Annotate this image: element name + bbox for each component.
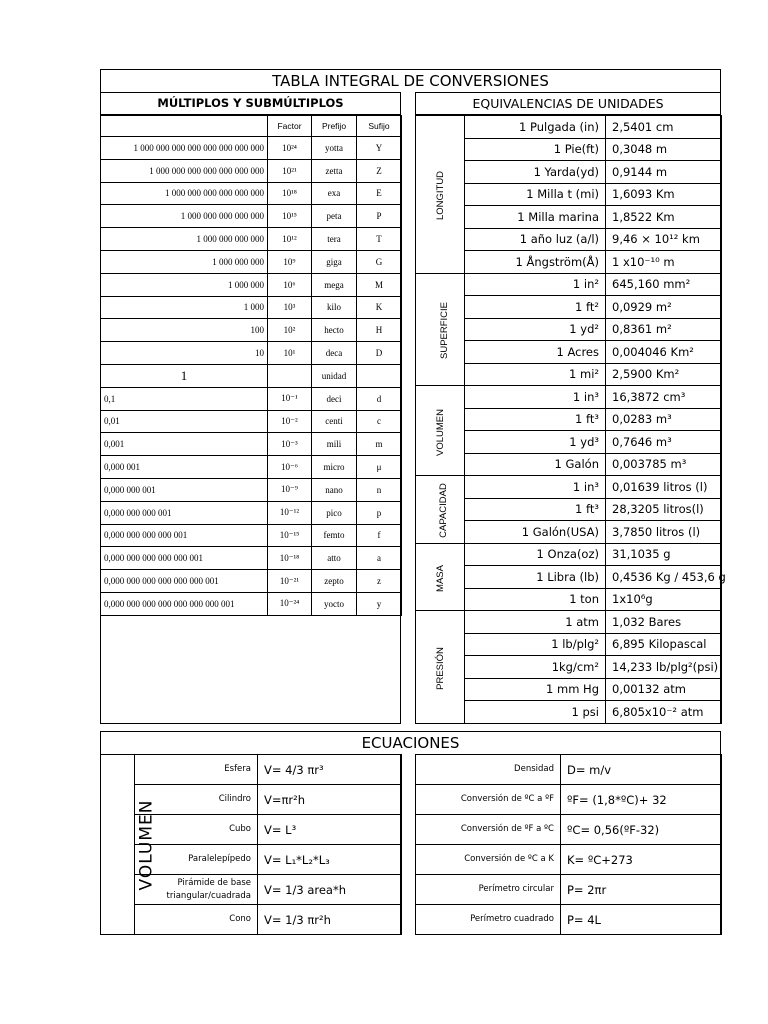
equation-name: Perímetro cuadrado xyxy=(416,905,561,935)
multiple-prefix: hecto xyxy=(312,319,357,342)
multiples-row xyxy=(101,433,402,456)
equivalence-value: 3,7850 litros (l) xyxy=(606,521,722,544)
multiple-prefix: yotta xyxy=(312,137,357,160)
multiple-prefix: mega xyxy=(312,273,357,296)
multiple-factor: 10⁻²⁴ xyxy=(268,592,312,615)
multiple-prefix: atto xyxy=(312,547,357,570)
multiple-value: 1 000 xyxy=(101,296,268,319)
multiple-value: 0,000 000 000 001 xyxy=(101,501,268,524)
multiple-value: 100 xyxy=(101,319,268,342)
equivalence-value: 0,4536 Kg / 453,6 g xyxy=(606,566,722,589)
equivalence-value: 31,1035 g xyxy=(606,543,722,566)
category-label: VOLUMEN xyxy=(434,408,446,456)
multiple-value: 1 xyxy=(101,364,268,387)
equivalence-value: 645,160 mm² xyxy=(606,273,722,296)
multiple-suffix: Z xyxy=(357,159,402,182)
category-label: PRESIÓN xyxy=(434,646,446,690)
equivalence-row xyxy=(416,611,722,634)
volume-equations-panel xyxy=(100,754,401,935)
multiple-suffix: P xyxy=(357,205,402,228)
equivalence-row xyxy=(416,476,722,499)
multiples-row xyxy=(101,228,402,251)
multiple-factor: 10²¹ xyxy=(268,159,312,182)
multiple-factor: 10²⁴ xyxy=(268,137,312,160)
multiples-table xyxy=(100,115,402,616)
equivalence-unit: 1 lb/plg² xyxy=(465,633,606,656)
multiple-prefix: femto xyxy=(312,524,357,547)
category-label: CAPACIDAD xyxy=(437,483,449,539)
equivalence-unit: 1 Ångström(Å) xyxy=(465,251,606,274)
equivalence-value: 1x10⁶g xyxy=(606,588,722,611)
multiple-value: 1 000 000 000 xyxy=(101,250,268,273)
equivalence-unit: 1 yd² xyxy=(465,318,606,341)
equation-name: Cilindro xyxy=(135,785,258,815)
equivalences-table xyxy=(415,115,726,724)
multiple-prefix: deci xyxy=(312,387,357,410)
equation-name: Perímetro circular xyxy=(416,875,561,905)
multiple-prefix: unidad xyxy=(312,364,357,387)
other-equation-row xyxy=(416,875,722,905)
equation-name: Pirámide de base triangular/cuadrada xyxy=(135,875,258,905)
multiple-value: 0,01 xyxy=(101,410,268,433)
multiples-row xyxy=(101,342,402,365)
multiple-factor: 10⁻¹⁸ xyxy=(268,547,312,570)
equation-name: Esfera xyxy=(135,755,258,785)
equation-name: Cubo xyxy=(135,815,258,845)
multiple-suffix: d xyxy=(357,387,402,410)
multiple-factor: 10⁻⁶ xyxy=(268,456,312,479)
multiple-suffix: M xyxy=(357,273,402,296)
equivalence-unit: 1 ft³ xyxy=(465,408,606,431)
equivalence-value: 0,7646 m³ xyxy=(606,431,722,454)
multiples-row xyxy=(101,319,402,342)
multiple-suffix: a xyxy=(357,547,402,570)
multiples-panel xyxy=(100,92,401,724)
equivalence-value: 0,01639 litros (l) xyxy=(606,476,722,499)
equivalence-unit: 1 año luz (a/l) xyxy=(465,228,606,251)
equation-formula: V=πr²h xyxy=(258,785,402,815)
equivalence-unit: 1 Acres xyxy=(465,341,606,364)
equation-formula: K= ºC+273 xyxy=(561,845,722,875)
multiple-value: 1 000 000 xyxy=(101,273,268,296)
multiples-row xyxy=(101,478,402,501)
multiples-row xyxy=(101,273,402,296)
multiple-suffix: f xyxy=(357,524,402,547)
multiple-suffix: T xyxy=(357,228,402,251)
equation-name: Cono xyxy=(135,905,258,935)
volume-equation-row xyxy=(101,905,402,935)
multiple-factor: 10¹⁸ xyxy=(268,182,312,205)
multiples-row xyxy=(101,547,402,570)
equivalence-value: 0,003785 m³ xyxy=(606,453,722,476)
equivalence-unit: 1 Onza(oz) xyxy=(465,543,606,566)
equivalence-row xyxy=(416,116,722,139)
category-cell xyxy=(416,476,465,544)
multiple-factor: 10⁶ xyxy=(268,273,312,296)
equation-formula: V= L₁*L₂*L₃ xyxy=(258,845,402,875)
equation-formula: P= 4L xyxy=(561,905,722,935)
equivalence-unit: 1 in² xyxy=(465,273,606,296)
equivalence-unit: 1 in³ xyxy=(465,476,606,499)
multiple-prefix: yocto xyxy=(312,592,357,615)
other-equation-row xyxy=(416,905,722,935)
equivalence-value: 1,6093 Km xyxy=(606,183,722,206)
multiples-row xyxy=(101,182,402,205)
multiple-prefix: peta xyxy=(312,205,357,228)
equivalence-unit: 1 ft³ xyxy=(465,498,606,521)
page-title-text: TABLA INTEGRAL DE CONVERSIONES xyxy=(272,72,549,90)
multiple-value: 0,000 000 000 000 000 000 000 001 xyxy=(101,592,268,615)
equivalence-row xyxy=(416,273,722,296)
category-cell xyxy=(416,611,465,724)
equivalence-value: 9,46 × 10¹² km xyxy=(606,228,722,251)
multiple-value: 0,000 000 000 000 001 xyxy=(101,524,268,547)
page-title xyxy=(100,69,721,93)
multiples-row xyxy=(101,387,402,410)
other-equation-row xyxy=(416,785,722,815)
category-label: LONGITUD xyxy=(435,171,447,221)
equation-formula: V= 1/3 πr²h xyxy=(258,905,402,935)
equivalence-value: 0,004046 Km² xyxy=(606,341,722,364)
equivalence-unit: 1 in³ xyxy=(465,386,606,409)
multiple-value: 0,000 000 000 000 000 000 001 xyxy=(101,570,268,593)
multiple-value: 0,001 xyxy=(101,433,268,456)
multiple-value: 1 000 000 000 000 000 000 xyxy=(101,182,268,205)
equation-name: Conversión de ºF a ºC xyxy=(416,815,561,845)
volume-label: VOLUMEN xyxy=(136,799,157,890)
category-label: SUPERFICIE xyxy=(439,302,451,360)
multiples-row xyxy=(101,410,402,433)
equivalence-value: 0,8361 m² xyxy=(606,318,722,341)
multiple-value: 0,000 000 000 000 000 001 xyxy=(101,547,268,570)
header-value xyxy=(101,116,268,137)
other-equation-row xyxy=(416,755,722,785)
multiples-row xyxy=(101,524,402,547)
multiple-suffix: Y xyxy=(357,137,402,160)
multiple-suffix: D xyxy=(357,342,402,365)
multiple-prefix: deca xyxy=(312,342,357,365)
equation-name: Densidad xyxy=(416,755,561,785)
multiple-suffix: z xyxy=(357,570,402,593)
multiple-prefix: giga xyxy=(312,250,357,273)
multiple-factor: 10⁻²¹ xyxy=(268,570,312,593)
equivalence-value: 0,00132 atm xyxy=(606,678,722,701)
multiple-suffix: K xyxy=(357,296,402,319)
multiple-factor: 10⁻³ xyxy=(268,433,312,456)
multiples-row xyxy=(101,205,402,228)
multiple-prefix: mili xyxy=(312,433,357,456)
equivalence-unit: 1 atm xyxy=(465,611,606,634)
equivalence-row xyxy=(416,543,722,566)
other-equation-row xyxy=(416,815,722,845)
multiple-factor: 10⁻¹⁵ xyxy=(268,524,312,547)
equivalence-value: 2,5401 cm xyxy=(606,116,722,139)
header-prefix: Prefijo xyxy=(312,116,357,137)
equivalence-unit: 1 Milla t (mi) xyxy=(465,183,606,206)
multiple-prefix: micro xyxy=(312,456,357,479)
multiple-suffix: p xyxy=(357,501,402,524)
equivalence-value: 16,3872 cm³ xyxy=(606,386,722,409)
equivalence-unit: 1 Yarda(yd) xyxy=(465,161,606,184)
equivalence-value: 1,032 Bares xyxy=(606,611,722,634)
multiples-row xyxy=(101,570,402,593)
equivalence-value: 0,0283 m³ xyxy=(606,408,722,431)
equation-name: Conversión de ºC a ºF xyxy=(416,785,561,815)
multiple-factor: 10¹² xyxy=(268,228,312,251)
equivalence-value: 0,0929 m² xyxy=(606,296,722,319)
multiples-row xyxy=(101,296,402,319)
equivalence-unit: 1 ton xyxy=(465,588,606,611)
equation-formula: ºC= 0,56(ºF-32) xyxy=(561,815,722,845)
equivalences-panel xyxy=(415,92,726,724)
multiple-value: 1 000 000 000 000 000 xyxy=(101,205,268,228)
multiple-value: 1 000 000 000 000 xyxy=(101,228,268,251)
multiple-suffix: m xyxy=(357,433,402,456)
multiples-row xyxy=(101,364,402,387)
multiple-factor: 10⁻⁹ xyxy=(268,478,312,501)
equation-formula: D= m/v xyxy=(561,755,722,785)
other-equation-row xyxy=(416,845,722,875)
equivalence-unit: 1 Libra (lb) xyxy=(465,566,606,589)
equivalence-unit: 1 Pulgada (in) xyxy=(465,116,606,139)
header-factor: Factor xyxy=(268,116,312,137)
multiples-row xyxy=(101,592,402,615)
multiples-title: MÚLTIPLOS Y SUBMÚLTIPLOS xyxy=(101,93,400,115)
multiple-prefix: kilo xyxy=(312,296,357,319)
equation-formula: V= L³ xyxy=(258,815,402,845)
multiple-suffix: G xyxy=(357,250,402,273)
multiples-row xyxy=(101,159,402,182)
multiple-prefix: pico xyxy=(312,501,357,524)
multiple-suffix: μ xyxy=(357,456,402,479)
equivalence-value: 0,9144 m xyxy=(606,161,722,184)
equivalence-unit: 1 Galón xyxy=(465,453,606,476)
multiple-prefix: tera xyxy=(312,228,357,251)
category-cell xyxy=(416,386,465,476)
multiple-factor: 10² xyxy=(268,319,312,342)
equivalence-unit: 1 mm Hg xyxy=(465,678,606,701)
multiple-factor xyxy=(268,364,312,387)
header-suffix: Sufijo xyxy=(357,116,402,137)
equation-formula: V= 4/3 πr³ xyxy=(258,755,402,785)
multiple-suffix: n xyxy=(357,478,402,501)
equivalence-row xyxy=(416,386,722,409)
equations-title xyxy=(100,731,721,755)
multiple-value: 0,1 xyxy=(101,387,268,410)
multiples-row xyxy=(101,250,402,273)
multiple-factor: 10⁻² xyxy=(268,410,312,433)
multiple-suffix: E xyxy=(357,182,402,205)
multiple-suffix: y xyxy=(357,592,402,615)
equivalence-value: 6,895 Kilopascal xyxy=(606,633,722,656)
volume-equation-row xyxy=(101,755,402,785)
category-cell xyxy=(416,273,465,386)
multiple-prefix: zetta xyxy=(312,159,357,182)
multiple-value: 0,000 000 001 xyxy=(101,478,268,501)
multiple-suffix: H xyxy=(357,319,402,342)
multiples-header-row xyxy=(101,116,402,137)
equivalence-value: 1,8522 Km xyxy=(606,206,722,229)
category-cell xyxy=(416,543,465,611)
multiple-value: 1 000 000 000 000 000 000 000 000 xyxy=(101,137,268,160)
category-label: MASA xyxy=(434,564,446,592)
multiple-factor: 10¹ xyxy=(268,342,312,365)
multiples-row xyxy=(101,501,402,524)
other-equations-table xyxy=(415,754,722,935)
multiple-prefix: exa xyxy=(312,182,357,205)
equivalence-value: 0,3048 m xyxy=(606,138,722,161)
multiple-factor: 10¹⁵ xyxy=(268,205,312,228)
equivalence-value: 1 x10⁻¹⁰ m xyxy=(606,251,722,274)
equation-name: Conversión de ºC a K xyxy=(416,845,561,875)
volume-label-cell xyxy=(101,755,157,935)
equivalence-value: 2,5900 Km² xyxy=(606,363,722,386)
equivalence-unit: 1 psi xyxy=(465,701,606,724)
multiple-value: 10 xyxy=(101,342,268,365)
equivalence-value: 14,233 lb/plg²(psi) xyxy=(606,656,722,679)
multiple-value: 0,000 001 xyxy=(101,456,268,479)
equivalence-unit: 1kg/cm² xyxy=(465,656,606,679)
multiples-row xyxy=(101,456,402,479)
equation-formula: P= 2πr xyxy=(561,875,722,905)
equation-formula: ºF= (1,8*ºC)+ 32 xyxy=(561,785,722,815)
equivalence-unit: 1 mi² xyxy=(465,363,606,386)
multiple-factor: 10³ xyxy=(268,296,312,319)
equivalence-unit: 1 Galón(USA) xyxy=(465,521,606,544)
multiple-prefix: nano xyxy=(312,478,357,501)
equivalences-title: EQUIVALENCIAS DE UNIDADES xyxy=(416,93,720,115)
equivalence-unit: 1 Milla marina xyxy=(465,206,606,229)
equivalence-unit: 1 yd³ xyxy=(465,431,606,454)
multiple-factor: 10⁻¹ xyxy=(268,387,312,410)
equations-title-text: ECUACIONES xyxy=(361,734,460,752)
multiple-suffix: c xyxy=(357,410,402,433)
category-cell xyxy=(416,116,465,274)
equivalence-value: 28,3205 litros(l) xyxy=(606,498,722,521)
multiple-suffix xyxy=(357,364,402,387)
multiple-prefix: zepto xyxy=(312,570,357,593)
multiple-factor: 10⁻¹² xyxy=(268,501,312,524)
volume-equations-table xyxy=(100,754,402,935)
equivalence-unit: 1 ft² xyxy=(465,296,606,319)
equivalence-unit: 1 Pie(ft) xyxy=(465,138,606,161)
multiple-prefix: centi xyxy=(312,410,357,433)
multiple-factor: 10⁹ xyxy=(268,250,312,273)
other-equations-panel xyxy=(415,754,721,935)
multiples-row xyxy=(101,137,402,160)
equation-formula: V= 1/3 area*h xyxy=(258,875,402,905)
equivalence-value: 6,805x10⁻² atm xyxy=(606,701,722,724)
equation-name: Paralelepípedo xyxy=(135,845,258,875)
multiple-value: 1 000 000 000 000 000 000 000 xyxy=(101,159,268,182)
